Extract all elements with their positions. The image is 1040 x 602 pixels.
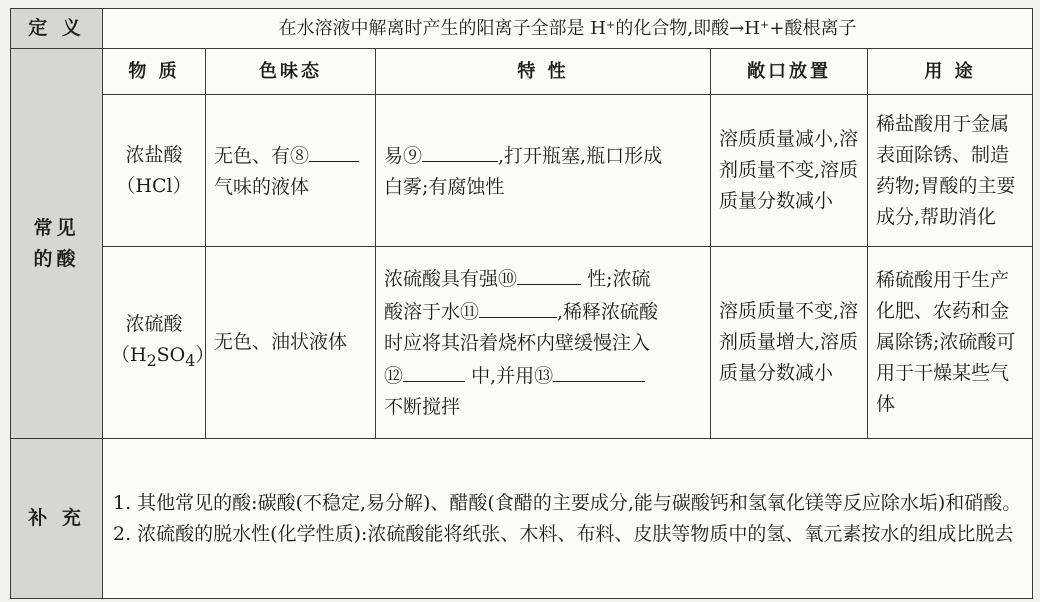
h2so4-use-cell: 稀硫酸用于生产化肥、农药和金属除锈;浓硫酸可用于干燥某些气体 <box>868 247 1033 439</box>
h2so4-prop-h: 不断搅拌 <box>384 396 461 418</box>
h2so4-prop-d: ,稀释浓硫酸 <box>557 301 659 323</box>
h2so4-formula: $(H_2SO_4)$ <box>111 344 215 370</box>
hcl-prop-c: 白雾;有腐蚀性 <box>384 175 505 198</box>
supplement-note-1: 1. 其他常见的酸:碳酸(不稳定,易分解)、醋酸(食醋的主要成分,能与碳酸钙和氢氧化镁等反应除水垢)和硝酸。 <box>113 491 1022 514</box>
common-acids-label-line2: 的酸 <box>33 247 80 270</box>
hcl-prop-a: 易⑨ <box>384 144 423 167</box>
h2so4-prop-a: 浓硫酸具有强⑩ <box>384 268 518 290</box>
blank-12[interactable] <box>403 359 465 382</box>
hcl-use-cell: 稀盐酸用于金属表面除锈、制造药物;胃酸的主要成分,帮助消化 <box>868 95 1033 247</box>
hcl-name: 浓盐酸 <box>125 143 183 166</box>
hcl-color-a: 无色、有⑧ <box>214 144 310 167</box>
hcl-color-b: 气味的液体 <box>214 175 310 198</box>
header-appearance: 色味态 <box>206 49 376 95</box>
h2so4-substance-cell <box>103 247 215 439</box>
header-substance: 物 质 <box>103 49 206 95</box>
blank-13[interactable] <box>553 359 645 382</box>
blank-8[interactable] <box>309 139 359 162</box>
acid-summary-table <box>10 8 1033 599</box>
header-uses: 用 途 <box>868 49 1033 95</box>
h2so4-prop-c: 酸溶于水⑪ <box>384 301 480 323</box>
supplement-label: 补 充 <box>11 439 103 599</box>
hcl-formula: （HCl） <box>116 174 192 197</box>
supplement-row <box>11 439 1033 599</box>
h2so4-open-cell: 溶质质量不变,溶剂质量增大,溶质质量分数减小 <box>711 247 868 439</box>
supplement-notes <box>103 439 1033 599</box>
h2so4-name: 浓硫酸 <box>125 313 183 336</box>
h2so4-row <box>11 247 1033 439</box>
common-acids-label-line1: 常见 <box>33 216 80 239</box>
definition-row <box>11 9 1033 49</box>
hcl-prop-b: ,打开瓶塞,瓶口形成 <box>498 144 663 167</box>
hcl-properties-cell <box>376 95 711 247</box>
definition-text: 在水溶液中解离时产生的阳离子全部是 H⁺的化合物,即酸→H⁺+酸根离子 <box>103 9 1033 49</box>
blank-9[interactable] <box>422 139 498 162</box>
h2so4-prop-g: 中,并用⑬ <box>471 365 554 387</box>
h2so4-prop-e: 时应将其沿着烧杯内壁缓慢注入 <box>384 332 651 354</box>
hcl-substance-cell <box>103 95 206 247</box>
hcl-row <box>11 95 1033 247</box>
blank-10[interactable] <box>517 262 581 285</box>
blank-11[interactable] <box>479 295 557 318</box>
h2so4-appearance-cell: 无色、油状液体 <box>206 247 376 439</box>
hcl-appearance-cell <box>206 95 376 247</box>
hcl-open-cell: 溶质质量减小,溶剂质量不变,溶质质量分数减小 <box>711 95 868 247</box>
common-acids-label <box>11 49 103 439</box>
header-open-storage: 敞口放置 <box>711 49 868 95</box>
supplement-note-2: 2. 浓硫酸的脱水性(化学性质):浓硫酸能将纸张、木料、布料、皮肤等物质中的氢、氧元素按水的组成比脱去 <box>113 522 1014 545</box>
header-properties: 特 性 <box>376 49 711 95</box>
column-header-row <box>11 49 1033 95</box>
h2so4-prop-b: 性;浓硫 <box>587 268 651 290</box>
h2so4-properties-cell <box>376 247 711 439</box>
definition-label: 定 义 <box>11 9 103 49</box>
h2so4-prop-f: ⑫ <box>384 365 404 387</box>
